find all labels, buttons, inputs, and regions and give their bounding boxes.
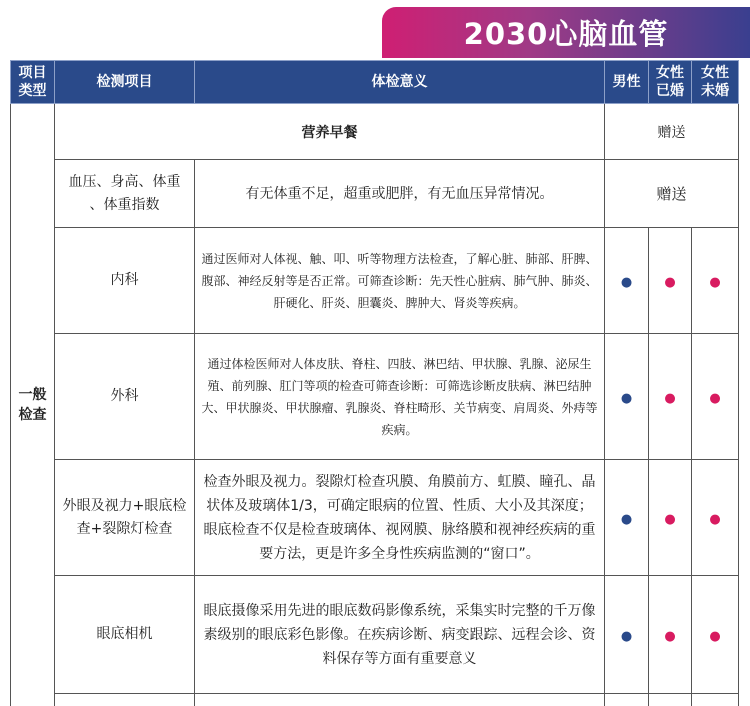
- married-cell: [649, 334, 692, 460]
- item-cell: 营养早餐: [55, 104, 605, 160]
- applicable-dot: ●: [620, 275, 633, 290]
- table-row: [11, 576, 739, 694]
- category-cell: 一般 检查: [11, 104, 55, 706]
- applicable-dot: ●: [664, 512, 676, 527]
- unmarried-cell: [692, 576, 739, 694]
- table-row: [11, 460, 739, 576]
- header-row: [11, 61, 739, 104]
- applicable-dot: ●: [664, 629, 676, 644]
- applicable-dot: ●: [709, 629, 721, 644]
- meaning-cell: 检查外眼及视力。裂隙灯检查巩膜、角膜前方、虹膜、瞳孔、晶状体及玻璃体1/3，可确定眼病的位置、性质、大小及其深度；眼底检查不仅是检查玻璃体、视网膜、脉络膜和视神经疾病的重要方法，更是许多全身性疾病监测的“窗口”。: [195, 460, 605, 576]
- male-cell: [605, 334, 649, 460]
- applicable-dot: ●: [664, 275, 676, 290]
- header-meaning: 体检意义: [195, 61, 605, 104]
- male-cell: [605, 576, 649, 694]
- married-cell: [649, 460, 692, 576]
- applicable-dot: ●: [620, 629, 633, 644]
- item-cell: 内科: [55, 228, 195, 334]
- header-female-married: 女性 已婚: [649, 61, 692, 104]
- unmarried-cell: [692, 228, 739, 334]
- table-row: [11, 228, 739, 334]
- item-cell: 血压、身高、体重 、体重指数: [55, 160, 195, 228]
- table-row-cut: [11, 694, 739, 706]
- applicability-cell: 赠送: [605, 104, 739, 160]
- meaning-cell: 有无体重不足，超重或肥胖，有无血压异常情况。: [195, 160, 605, 228]
- item-cell: 外科: [55, 334, 195, 460]
- meaning-cell: 眼底摄像采用先进的眼底数码影像系统，采集实时完整的千万像素级别的眼底彩色影像。在疾病诊断、病变跟踪、远程会诊、资料保存等方面有重要意义: [195, 576, 605, 694]
- header-category: 项目 类型: [11, 61, 55, 104]
- male-cell: [605, 228, 649, 334]
- applicable-dot: ●: [709, 512, 721, 527]
- applicable-dot: ●: [620, 512, 633, 527]
- applicable-dot: ●: [709, 391, 721, 406]
- unmarried-cell: [692, 460, 739, 576]
- applicable-dot: ●: [620, 391, 633, 406]
- header-item: 检测项目: [55, 61, 195, 104]
- header-male: 男性: [605, 61, 649, 104]
- meaning-cell: 通过医师对人体视、触、叩、听等物理方法检查，了解心脏、肺部、肝脾、腹部、神经反射等是否正常。可筛查诊断：先天性心脏病、肺气肿、肺炎、肝硬化、肝炎、胆囊炎、脾肿大、肾炎等疾病。: [195, 228, 605, 334]
- meaning-cell: 通过体检医师对人体皮肤、脊柱、四肢、淋巴结、甲状腺、乳腺、泌尿生殖、前列腺、肛门等项的检查可筛查诊断：可筛选诊断皮肤病、淋巴结肿大、甲状腺炎、甲状腺瘤、乳腺炎、脊柱畸形、关节病变、肩周炎、外痔等疾病。: [195, 334, 605, 460]
- checkup-table: [10, 60, 739, 706]
- married-cell: [649, 228, 692, 334]
- applicable-dot: ●: [664, 391, 676, 406]
- table-row: [11, 104, 739, 160]
- table-row: [11, 160, 739, 228]
- applicable-dot: ●: [709, 275, 721, 290]
- item-cell: 外眼及视力+眼底检 查+裂隙灯检查: [55, 460, 195, 576]
- title-banner: [382, 7, 750, 58]
- male-cell: [605, 460, 649, 576]
- unmarried-cell: [692, 334, 739, 460]
- married-cell: [649, 576, 692, 694]
- table-row: [11, 334, 739, 460]
- header-female-unmarried: 女性 未婚: [692, 61, 739, 104]
- item-cell: 眼底相机: [55, 576, 195, 694]
- banner-title: 2030心脑血管: [463, 17, 669, 51]
- applicability-cell: 赠送: [605, 160, 739, 228]
